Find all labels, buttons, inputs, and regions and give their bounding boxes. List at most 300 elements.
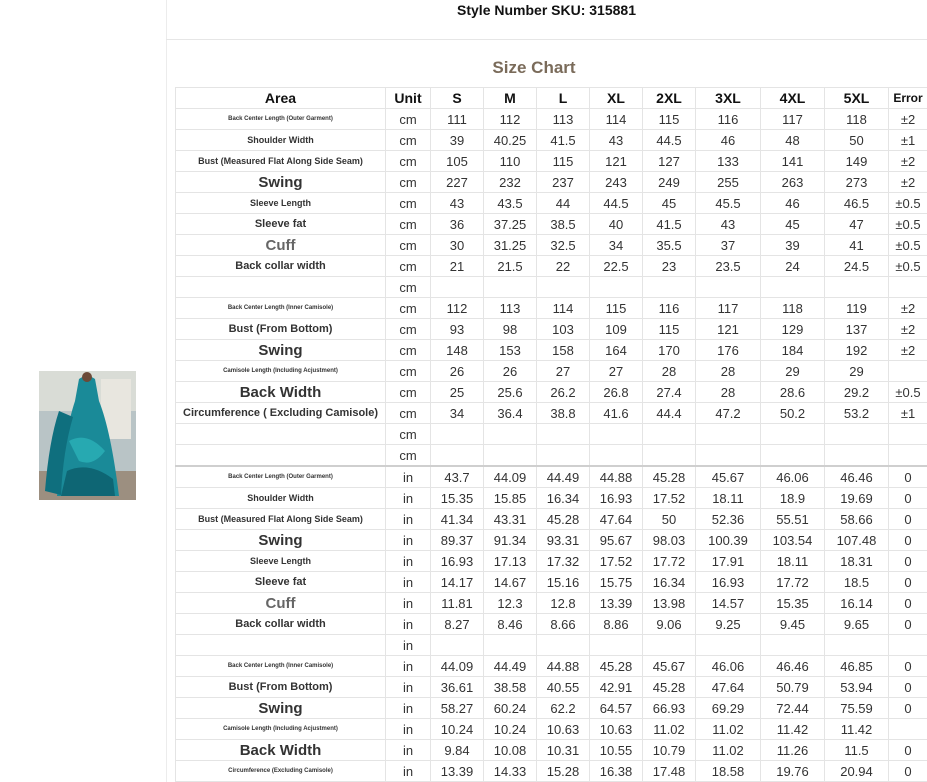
size-value-cell: 43.7	[431, 466, 484, 488]
size-value-cell: 26	[431, 361, 484, 382]
error-cell: ±0.5	[889, 193, 927, 214]
error-cell: ±2	[889, 151, 927, 172]
size-value-cell: 45.28	[643, 677, 696, 698]
unit-cell: in	[386, 614, 431, 635]
table-row	[176, 172, 927, 193]
size-value-cell: 35.5	[643, 235, 696, 256]
table-row	[176, 572, 927, 593]
size-value-cell	[643, 635, 696, 656]
size-value-cell: 115	[643, 319, 696, 340]
size-value-cell: 17.91	[696, 551, 761, 572]
size-value-cell: 11.42	[825, 719, 889, 740]
size-value-cell	[825, 635, 889, 656]
size-value-cell: 25.6	[484, 382, 537, 403]
unit-cell: cm	[386, 424, 431, 445]
size-value-cell	[484, 277, 537, 298]
area-label: Swing	[176, 172, 386, 193]
error-cell: 0	[889, 677, 927, 698]
size-value-cell: 43	[696, 214, 761, 235]
size-value-cell	[537, 424, 590, 445]
size-value-cell: 40.25	[484, 130, 537, 151]
size-value-cell: 227	[431, 172, 484, 193]
error-cell: 0	[889, 698, 927, 719]
size-value-cell: 89.37	[431, 530, 484, 551]
header-cell: Unit	[386, 88, 431, 109]
unit-cell: in	[386, 761, 431, 782]
size-value-cell: 28	[696, 382, 761, 403]
unit-cell: cm	[386, 361, 431, 382]
area-label: Circumference ( Excluding Camisole)	[176, 403, 386, 424]
size-value-cell: 15.28	[537, 761, 590, 782]
size-value-cell: 10.79	[643, 740, 696, 761]
size-value-cell: 43.5	[484, 193, 537, 214]
unit-cell: in	[386, 719, 431, 740]
size-value-cell: 10.63	[537, 719, 590, 740]
table-row	[176, 445, 927, 467]
size-value-cell: 127	[643, 151, 696, 172]
size-value-cell: 11.5	[825, 740, 889, 761]
error-cell: ±0.5	[889, 235, 927, 256]
area-label: Sleeve Length	[176, 551, 386, 572]
table-row	[176, 677, 927, 698]
size-value-cell: 27.4	[643, 382, 696, 403]
size-value-cell: 45.28	[537, 509, 590, 530]
size-value-cell: 103.54	[761, 530, 825, 551]
table-row	[176, 319, 927, 340]
area-label: Back Center Length (Outer Garment)	[176, 109, 386, 130]
size-value-cell: 107.48	[825, 530, 889, 551]
size-value-cell: 41	[825, 235, 889, 256]
size-value-cell: 21.5	[484, 256, 537, 277]
size-value-cell: 17.72	[761, 572, 825, 593]
unit-cell: cm	[386, 277, 431, 298]
error-cell: ±2	[889, 340, 927, 361]
unit-cell: in	[386, 530, 431, 551]
area-label: Sleeve Length	[176, 193, 386, 214]
size-value-cell: 53.2	[825, 403, 889, 424]
area-label: Back Center Length (Outer Garment)	[176, 466, 386, 488]
size-value-cell: 10.24	[484, 719, 537, 740]
error-cell	[889, 424, 927, 445]
error-cell: 0	[889, 551, 927, 572]
unit-cell: in	[386, 740, 431, 761]
size-value-cell: 9.25	[696, 614, 761, 635]
size-value-cell: 30	[431, 235, 484, 256]
table-row	[176, 382, 927, 403]
header-cell: S	[431, 88, 484, 109]
size-value-cell: 41.5	[643, 214, 696, 235]
size-value-cell: 93	[431, 319, 484, 340]
size-value-cell	[431, 445, 484, 467]
error-cell: ±1	[889, 403, 927, 424]
size-value-cell: 64.57	[590, 698, 643, 719]
size-value-cell: 8.46	[484, 614, 537, 635]
size-value-cell: 115	[643, 109, 696, 130]
error-cell: ±2	[889, 298, 927, 319]
size-value-cell: 115	[537, 151, 590, 172]
size-value-cell: 20.94	[825, 761, 889, 782]
size-value-cell: 9.84	[431, 740, 484, 761]
size-value-cell: 14.17	[431, 572, 484, 593]
error-cell: 0	[889, 593, 927, 614]
size-value-cell: 40	[590, 214, 643, 235]
unit-cell: cm	[386, 235, 431, 256]
size-value-cell: 44.49	[484, 656, 537, 677]
size-value-cell: 46.06	[761, 466, 825, 488]
table-row	[176, 214, 927, 235]
size-value-cell: 137	[825, 319, 889, 340]
header-cell: 3XL	[696, 88, 761, 109]
size-value-cell: 47.2	[696, 403, 761, 424]
size-value-cell: 37	[696, 235, 761, 256]
size-value-cell	[537, 635, 590, 656]
size-value-cell: 98.03	[643, 530, 696, 551]
size-value-cell: 23	[643, 256, 696, 277]
error-cell: 0	[889, 572, 927, 593]
size-value-cell: 273	[825, 172, 889, 193]
header-cell: M	[484, 88, 537, 109]
size-value-cell	[537, 445, 590, 467]
size-value-cell: 31.25	[484, 235, 537, 256]
size-value-cell: 41.5	[537, 130, 590, 151]
size-value-cell	[431, 277, 484, 298]
table-row	[176, 635, 927, 656]
area-label: Bust (From Bottom)	[176, 677, 386, 698]
error-cell: ±1	[889, 130, 927, 151]
area-label: Back Center Length (Inner Camisole)	[176, 656, 386, 677]
table-row	[176, 340, 927, 361]
size-value-cell: 15.35	[431, 488, 484, 509]
size-value-cell: 29.2	[825, 382, 889, 403]
error-cell: 0	[889, 761, 927, 782]
size-value-cell: 232	[484, 172, 537, 193]
size-value-cell: 44.09	[431, 656, 484, 677]
size-value-cell: 38.58	[484, 677, 537, 698]
size-value-cell: 16.93	[431, 551, 484, 572]
size-value-cell	[431, 635, 484, 656]
table-row	[176, 151, 927, 172]
area-label: Bust (Measured Flat Along Side Seam)	[176, 509, 386, 530]
unit-cell: cm	[386, 298, 431, 319]
size-value-cell: 12.8	[537, 593, 590, 614]
size-value-cell: 15.85	[484, 488, 537, 509]
table-row	[176, 530, 927, 551]
size-value-cell: 10.08	[484, 740, 537, 761]
table-body	[176, 109, 927, 782]
size-value-cell: 47.64	[696, 677, 761, 698]
size-value-cell: 13.98	[643, 593, 696, 614]
area-label	[176, 277, 386, 298]
size-value-cell: 46.46	[825, 466, 889, 488]
size-value-cell	[696, 445, 761, 467]
size-value-cell: 141	[761, 151, 825, 172]
size-value-cell: 237	[537, 172, 590, 193]
size-value-cell: 50	[825, 130, 889, 151]
unit-cell: cm	[386, 109, 431, 130]
table-row	[176, 256, 927, 277]
size-value-cell	[696, 424, 761, 445]
table-row	[176, 130, 927, 151]
size-value-cell: 55.51	[761, 509, 825, 530]
size-value-cell: 255	[696, 172, 761, 193]
size-value-cell: 26	[484, 361, 537, 382]
size-value-cell: 16.34	[643, 572, 696, 593]
size-value-cell	[537, 277, 590, 298]
size-value-cell	[761, 635, 825, 656]
area-label: Back Width	[176, 740, 386, 761]
error-cell: 0	[889, 740, 927, 761]
size-value-cell: 44.09	[484, 466, 537, 488]
size-value-cell: 66.93	[643, 698, 696, 719]
table-header-row	[176, 88, 927, 109]
size-value-cell: 119	[825, 298, 889, 319]
size-value-cell: 11.02	[696, 740, 761, 761]
size-value-cell: 98	[484, 319, 537, 340]
area-label	[176, 635, 386, 656]
size-value-cell: 40.55	[537, 677, 590, 698]
size-value-cell: 103	[537, 319, 590, 340]
error-cell: ±2	[889, 109, 927, 130]
unit-cell: cm	[386, 193, 431, 214]
unit-cell: in	[386, 488, 431, 509]
size-value-cell: 121	[590, 151, 643, 172]
size-value-cell: 38.8	[537, 403, 590, 424]
size-value-cell: 29	[761, 361, 825, 382]
unit-cell: in	[386, 677, 431, 698]
size-value-cell: 263	[761, 172, 825, 193]
table-row	[176, 656, 927, 677]
size-value-cell: 46.06	[696, 656, 761, 677]
unit-cell: in	[386, 551, 431, 572]
size-value-cell: 44.49	[537, 466, 590, 488]
table-row	[176, 551, 927, 572]
size-value-cell: 116	[643, 298, 696, 319]
size-value-cell: 44.4	[643, 403, 696, 424]
size-value-cell: 176	[696, 340, 761, 361]
table-row	[176, 277, 927, 298]
size-value-cell	[431, 424, 484, 445]
size-value-cell: 170	[643, 340, 696, 361]
size-value-cell: 50.2	[761, 403, 825, 424]
size-value-cell	[761, 277, 825, 298]
error-cell: 0	[889, 488, 927, 509]
size-value-cell	[696, 277, 761, 298]
size-value-cell	[484, 445, 537, 467]
size-value-cell: 39	[431, 130, 484, 151]
error-cell: 0	[889, 656, 927, 677]
size-value-cell: 18.11	[696, 488, 761, 509]
area-label: Camisole Length (Including Acjustment)	[176, 361, 386, 382]
table-row	[176, 298, 927, 319]
size-value-cell: 43	[590, 130, 643, 151]
table-row	[176, 719, 927, 740]
size-value-cell: 50.79	[761, 677, 825, 698]
size-value-cell: 8.27	[431, 614, 484, 635]
error-cell: 0	[889, 530, 927, 551]
unit-cell: cm	[386, 319, 431, 340]
table-row	[176, 740, 927, 761]
size-value-cell: 23.5	[696, 256, 761, 277]
size-value-cell: 43.31	[484, 509, 537, 530]
size-value-cell: 129	[761, 319, 825, 340]
table-row	[176, 509, 927, 530]
size-value-cell: 18.9	[761, 488, 825, 509]
size-value-cell: 41.34	[431, 509, 484, 530]
size-value-cell: 28.6	[761, 382, 825, 403]
size-value-cell: 117	[761, 109, 825, 130]
size-value-cell: 11.02	[643, 719, 696, 740]
header-cell: 4XL	[761, 88, 825, 109]
error-cell	[889, 719, 927, 740]
size-value-cell: 11.26	[761, 740, 825, 761]
size-value-cell: 16.38	[590, 761, 643, 782]
size-value-cell	[643, 277, 696, 298]
size-value-cell: 9.06	[643, 614, 696, 635]
table-row	[176, 466, 927, 488]
unit-cell: cm	[386, 130, 431, 151]
error-cell: 0	[889, 466, 927, 488]
error-cell: ±0.5	[889, 214, 927, 235]
size-value-cell: 53.94	[825, 677, 889, 698]
size-value-cell: 118	[825, 109, 889, 130]
size-value-cell: 14.57	[696, 593, 761, 614]
table-row	[176, 403, 927, 424]
header-cell: 5XL	[825, 88, 889, 109]
size-value-cell	[590, 445, 643, 467]
size-value-cell: 116	[696, 109, 761, 130]
size-value-cell: 114	[590, 109, 643, 130]
size-value-cell: 158	[537, 340, 590, 361]
size-value-cell: 9.45	[761, 614, 825, 635]
size-value-cell: 114	[537, 298, 590, 319]
size-chart-title: Size Chart	[492, 58, 576, 77]
size-value-cell: 48	[761, 130, 825, 151]
size-value-cell: 109	[590, 319, 643, 340]
unit-cell: cm	[386, 172, 431, 193]
size-value-cell: 17.52	[643, 488, 696, 509]
error-cell	[889, 277, 927, 298]
size-value-cell	[590, 277, 643, 298]
size-value-cell: 28	[696, 361, 761, 382]
area-label: Sleeve fat	[176, 572, 386, 593]
size-value-cell: 34	[590, 235, 643, 256]
error-cell	[889, 445, 927, 467]
error-cell: ±0.5	[889, 256, 927, 277]
size-value-cell: 29	[825, 361, 889, 382]
table-row	[176, 698, 927, 719]
size-value-cell: 95.67	[590, 530, 643, 551]
size-value-cell: 112	[484, 109, 537, 130]
unit-cell: cm	[386, 382, 431, 403]
size-value-cell: 38.5	[537, 214, 590, 235]
size-value-cell: 44.5	[590, 193, 643, 214]
size-value-cell: 14.33	[484, 761, 537, 782]
size-value-cell: 243	[590, 172, 643, 193]
size-value-cell	[825, 445, 889, 467]
table-row	[176, 614, 927, 635]
size-value-cell: 11.42	[761, 719, 825, 740]
size-value-cell: 46	[761, 193, 825, 214]
error-cell: ±2	[889, 172, 927, 193]
size-value-cell: 115	[590, 298, 643, 319]
header-cell: XL	[590, 88, 643, 109]
size-value-cell: 45.28	[643, 466, 696, 488]
size-value-cell: 15.35	[761, 593, 825, 614]
area-label	[176, 424, 386, 445]
size-value-cell: 10.31	[537, 740, 590, 761]
size-value-cell: 10.24	[431, 719, 484, 740]
size-value-cell: 17.48	[643, 761, 696, 782]
size-value-cell: 10.63	[590, 719, 643, 740]
table-row	[176, 193, 927, 214]
area-label: Circumference (Excluding Camisole)	[176, 761, 386, 782]
area-label: Shoulder Width	[176, 488, 386, 509]
size-value-cell: 14.67	[484, 572, 537, 593]
size-value-cell: 118	[761, 298, 825, 319]
product-thumbnail[interactable]	[39, 371, 136, 500]
area-label: Back Center Length (Inner Camisole)	[176, 298, 386, 319]
size-value-cell: 21	[431, 256, 484, 277]
size-value-cell: 13.39	[431, 761, 484, 782]
table-row	[176, 361, 927, 382]
size-value-cell: 110	[484, 151, 537, 172]
size-value-cell: 15.16	[537, 572, 590, 593]
size-value-cell	[825, 424, 889, 445]
size-value-cell: 41.6	[590, 403, 643, 424]
size-value-cell: 100.39	[696, 530, 761, 551]
unit-cell: cm	[386, 403, 431, 424]
size-value-cell: 45.67	[643, 656, 696, 677]
size-value-cell: 19.76	[761, 761, 825, 782]
size-value-cell: 46.46	[761, 656, 825, 677]
error-cell	[889, 361, 927, 382]
size-value-cell: 34	[431, 403, 484, 424]
size-value-cell: 26.2	[537, 382, 590, 403]
size-value-cell: 44.5	[643, 130, 696, 151]
error-cell: ±2	[889, 319, 927, 340]
size-value-cell: 184	[761, 340, 825, 361]
size-value-cell: 46.85	[825, 656, 889, 677]
size-value-cell	[696, 635, 761, 656]
size-value-cell: 18.31	[825, 551, 889, 572]
size-value-cell: 42.91	[590, 677, 643, 698]
size-value-cell: 46.5	[825, 193, 889, 214]
size-value-cell: 58.27	[431, 698, 484, 719]
error-cell: ±0.5	[889, 382, 927, 403]
size-value-cell: 153	[484, 340, 537, 361]
size-value-cell: 26.8	[590, 382, 643, 403]
size-value-cell: 39	[761, 235, 825, 256]
size-value-cell: 8.86	[590, 614, 643, 635]
size-value-cell: 32.5	[537, 235, 590, 256]
area-label: Swing	[176, 340, 386, 361]
size-value-cell: 15.75	[590, 572, 643, 593]
size-value-cell	[484, 635, 537, 656]
size-value-cell: 45.28	[590, 656, 643, 677]
size-value-cell: 105	[431, 151, 484, 172]
size-chart-table	[175, 87, 927, 782]
area-label: Shoulder Width	[176, 130, 386, 151]
size-value-cell	[484, 424, 537, 445]
unit-cell: cm	[386, 151, 431, 172]
size-value-cell: 50	[643, 509, 696, 530]
unit-cell: cm	[386, 445, 431, 467]
area-label: Back collar width	[176, 256, 386, 277]
size-value-cell: 43	[431, 193, 484, 214]
area-label: Bust (Measured Flat Along Side Seam)	[176, 151, 386, 172]
area-label: Bust (From Bottom)	[176, 319, 386, 340]
size-value-cell: 16.93	[590, 488, 643, 509]
